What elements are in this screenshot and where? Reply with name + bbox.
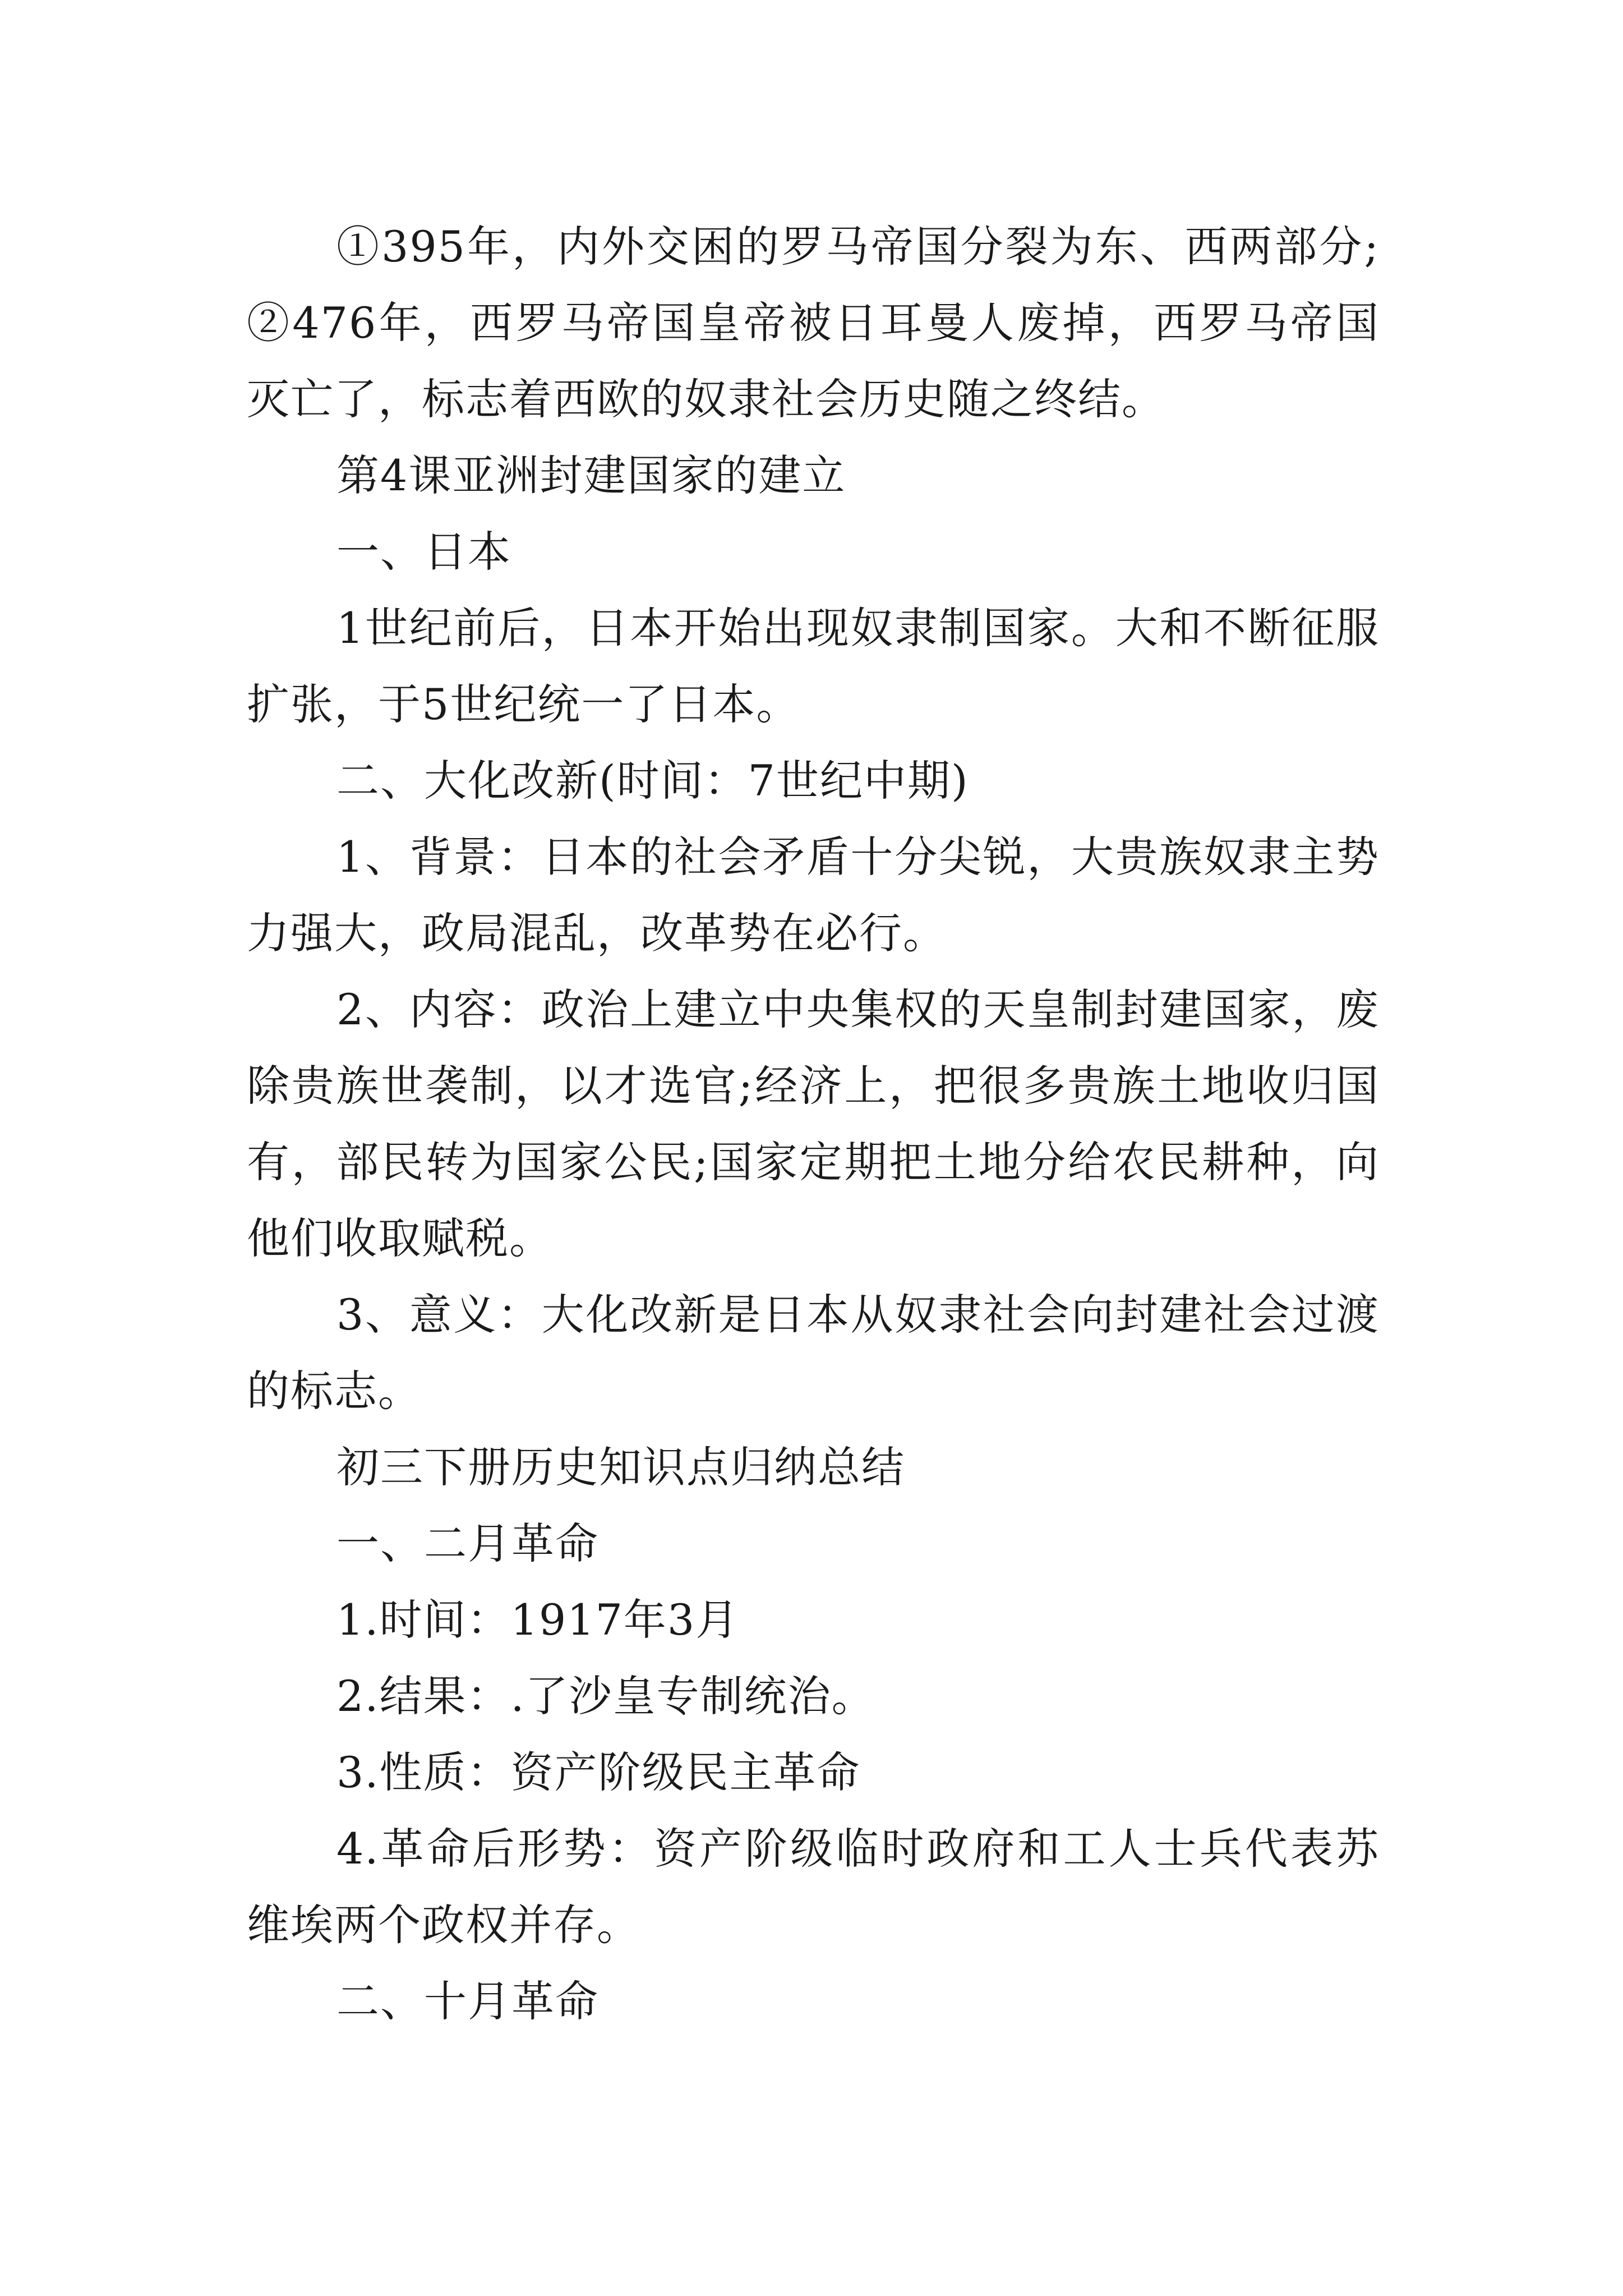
lesson-heading-asia-feudal: 第4课亚洲封建国家的建立 (336, 450, 846, 500)
item-result: 2.结果：.了沙皇专制统治。 (336, 1671, 875, 1721)
paragraph-reform-significance: 3、意义：大化改新是日本从奴隶社会向封建社会过渡的标志。 (247, 1290, 1380, 1416)
section-heading-october-revolution: 二、十月革命 (336, 1976, 599, 2026)
document-body (247, 209, 1380, 2040)
paragraph-roman-empire-split: ①395年，内外交困的罗马帝国分裂为东、西两部分;②476年，西罗马帝国皇帝被日耳曼人废掉，西罗马帝国灭亡了，标志着西欧的奴隶社会历史随之终结。 (247, 222, 1380, 424)
section-heading-february-revolution: 一、二月革命 (336, 1519, 599, 1568)
paragraph-japan-slavery: 1世纪前后，日本开始出现奴隶制国家。大和不断征服扩张，于5世纪统一了日本。 (247, 603, 1380, 729)
paragraph-reform-content: 2、内容：政治上建立中央集权的天皇制封建国家，废除贵族世袭制，以才选官;经济上，把很多贵族土地收归国有，部民转为国家公民;国家定期把土地分给农民耕种，向他们收取赋税。 (247, 984, 1380, 1263)
item-nature: 3.性质：资产阶级民主革命 (336, 1747, 861, 1797)
item-time: 1.时间：1917年3月 (336, 1595, 740, 1645)
document-subtitle: 初三下册历史知识点归纳总结 (336, 1442, 905, 1492)
section-heading-taika-reform: 二、大化改新(时间：7世纪中期) (336, 756, 969, 806)
paragraph-reform-background: 1、背景：日本的社会矛盾十分尖锐，大贵族奴隶主势力强大，政局混乱，改革势在必行。 (247, 832, 1380, 958)
section-heading-japan: 一、日本 (336, 527, 511, 577)
item-situation: 4.革命后形势：资产阶级临时政府和工人士兵代表苏维埃两个政权并存。 (247, 1824, 1380, 1950)
